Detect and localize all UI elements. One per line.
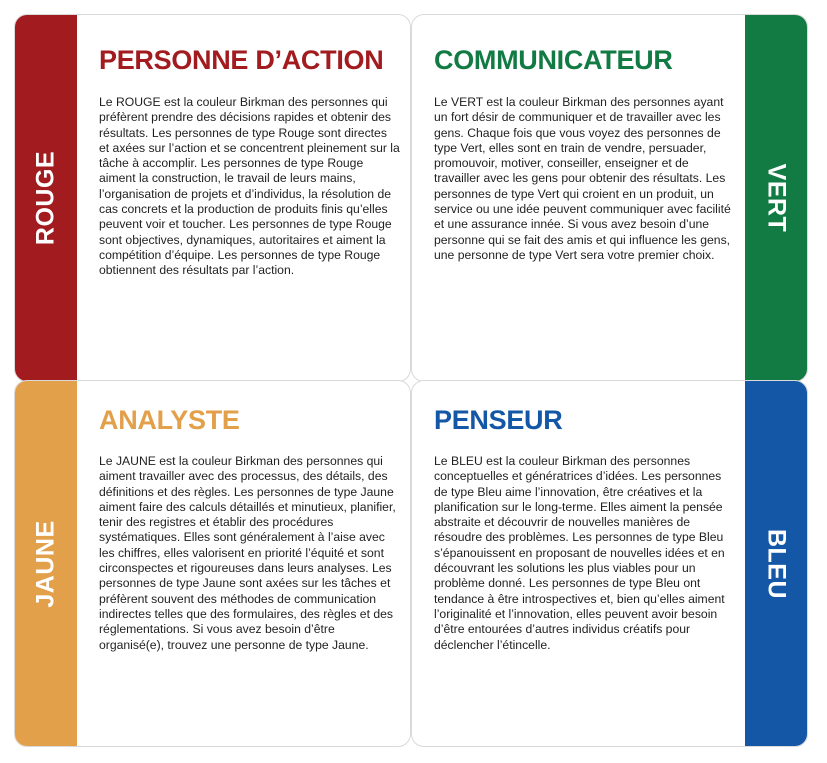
quadrant-blue-content <box>434 381 737 746</box>
band-yellow <box>15 381 77 746</box>
quadrant-blue-title: PENSEUR <box>434 405 563 435</box>
band-red <box>15 15 77 381</box>
band-label-yellow: JAUNE <box>31 519 60 608</box>
quadrant-yellow-content <box>99 381 400 746</box>
band-label-red: ROUGE <box>31 150 60 246</box>
quadrant-blue <box>411 380 808 747</box>
quadrant-green-body: Le VERT est la couleur Birkman des personnes ayant un fort désir de communiquer et de travailler avec les gens. Chaque fois que vous voyez des personnes de type Vert, elles sont en train de vendre, persuader, promouvoir, motiver, conseiller, enseigner et de travailler avec les gens pour obtenir des résultats. Les personnes de type Vert qui croient en un produit, un service ou une idée peuvent communiquer avec facilité et une assurance innée. Si vous avez besoin d’une personne qui se fait des amis et qui influence les gens, une personne de type Vert sera votre premier choix. <box>434 95 731 262</box>
band-label-blue: BLEU <box>762 528 791 599</box>
quadrant-red-content <box>99 15 400 381</box>
birkman-color-grid <box>14 14 808 747</box>
quadrant-red-body: Le ROUGE est la couleur Birkman des personnes qui préfèrent prendre des décisions rapides et obtenir des résultats. Les personnes de type Rouge sont directes et axées sur l’action et se concentrent pleinement sur la tâche à accomplir. Les personnes de type Rouge aiment la construction, le travail de leurs mains, l’organisation de projets et d’individus, la résolution de cas concrets et la production de produits finis qu’elles peuvent voir et toucher. Les personnes de type Rouge sont objectives, dynamiques, autoritaires et aiment la compétition d’équipe. Les personnes de type Rouge obtiennent des résultats par l’action. <box>99 95 400 278</box>
quadrant-red-title: PERSONNE D’ACTION <box>99 45 384 75</box>
quadrant-green-content <box>434 15 737 381</box>
quadrant-green <box>411 14 808 382</box>
band-blue <box>745 381 807 746</box>
quadrant-blue-body: Le BLEU est la couleur Birkman des personnes conceptuelles et génératrices d’idées. Les personnes de type Bleu aime l’innovation, être créatives et la planification sur le long-terme. Elles aiment la pensée abstraite et découvrir de nouvelles manières de résoudre des problèmes. Les personnes de type Bleu s’épanouissent en proposant de nouvelles idées et en découvrant les solutions les plus viables pour un problème donné. Les personnes de type Bleu ont tendance à être introspectives et, bien qu’elles aiment l’originalité et l’innovation, elles peuvent avoir besoin d’être entourées d’autres individus créatifs pour déclencher l’étincelle. <box>434 454 725 652</box>
quadrant-red <box>14 14 411 382</box>
band-label-green: VERT <box>762 163 791 233</box>
quadrant-green-title: COMMUNICATEUR <box>434 45 673 75</box>
quadrant-yellow <box>14 380 411 747</box>
band-green <box>745 15 807 381</box>
quadrant-yellow-title: ANALYSTE <box>99 405 240 435</box>
quadrant-yellow-body: Le JAUNE est la couleur Birkman des personnes qui aiment travailler avec des processus, des détails, des définitions et des règles. Les personnes de type Jaune aiment faire des calculs détaillés et minutieux, planifier, tenir des registres et établir des procédures systématiques. Elles sont généralement à l’aise avec les chiffres, elles valorisent en priorité l’équité et sont circonspectes et rigoureuses dans leurs analyses. Les personnes de type Jaune sont axées sur les tâches et préfèrent souvent des méthodes de communication indirectes telles que des formulaires, des règles et des réglementations. Si vous avez besoin d’être organisé(e), trouvez une personne de type Jaune. <box>99 454 396 652</box>
